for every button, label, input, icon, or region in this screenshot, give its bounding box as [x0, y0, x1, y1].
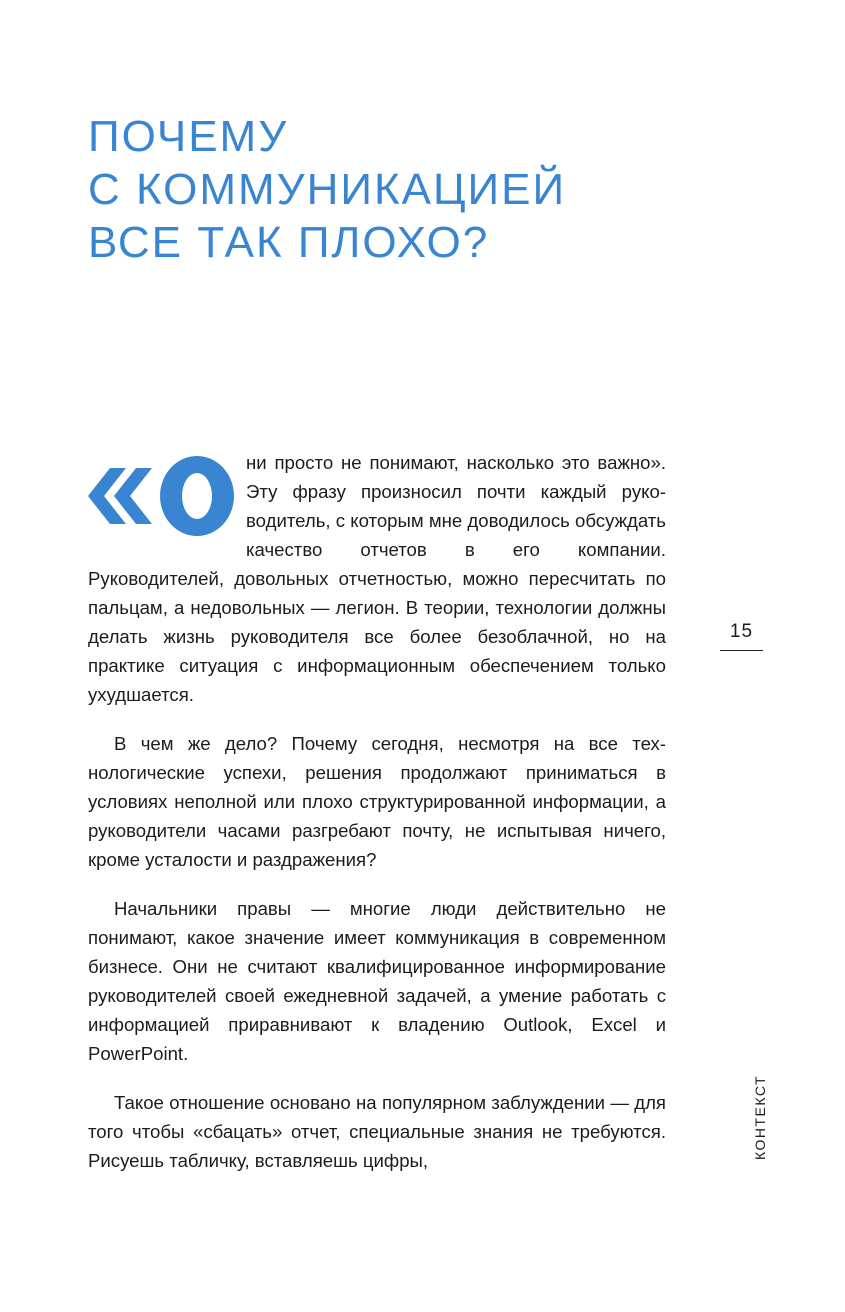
body-paragraph	[88, 448, 666, 709]
dropcap-glyph	[88, 454, 242, 538]
body-paragraph: Начальники правы — многие люди действительно не понимают, какое значение имеет коммуникация в современном бизнесе. Они не считают квалифицированное информирование руководителей своей ежедневной задачей, а умение работать с информацией приравнивают к владению Outlook, Excel и PowerPoint.	[88, 898, 666, 1064]
body-text	[88, 448, 666, 1195]
dropcap	[88, 454, 242, 538]
page-number: 15	[729, 621, 754, 642]
body-paragraph: Такое отношение основано на популярном заблуждении — для того чтобы «сбацать» отчет, специальные знания не требуются. Рисуешь табличку, вставляешь цифры,	[88, 1092, 666, 1171]
chapter-title	[88, 110, 688, 269]
page-number-rule	[720, 650, 763, 651]
chapter-title-line: С КОММУНИКАЦИЕЙ	[88, 165, 567, 214]
chapter-title-line: ПОЧЕМУ	[88, 112, 289, 161]
body-paragraph: В чем же дело? Почему сегодня, несмотря на все технологические успехи, решения продолжают приниматься в условиях неполной или плохо структурированной информации, а руководители часами разгребают почту, не испытывая ничего, кроме усталости и раздражения?	[88, 733, 666, 870]
chapter-title-line: ВСЕ ТАК ПЛОХО?	[88, 218, 490, 267]
paragraph-text: ни просто не понимают, насколько это важно». Эту фразу произносил почти каждый руководитель, с которым мне доводилось обсуждать качество отчетов в его компании. Руководителей, довольных отчетностью, можно пересчитать по пальцам, а недовольных — легион. В теории, технологии должны делать жизнь руководителя все более безоблачной, но на практике ситуация с информационным обеспечением только ухудшается.	[88, 452, 666, 705]
section-label: КОНТЕКСТ	[752, 1074, 768, 1160]
